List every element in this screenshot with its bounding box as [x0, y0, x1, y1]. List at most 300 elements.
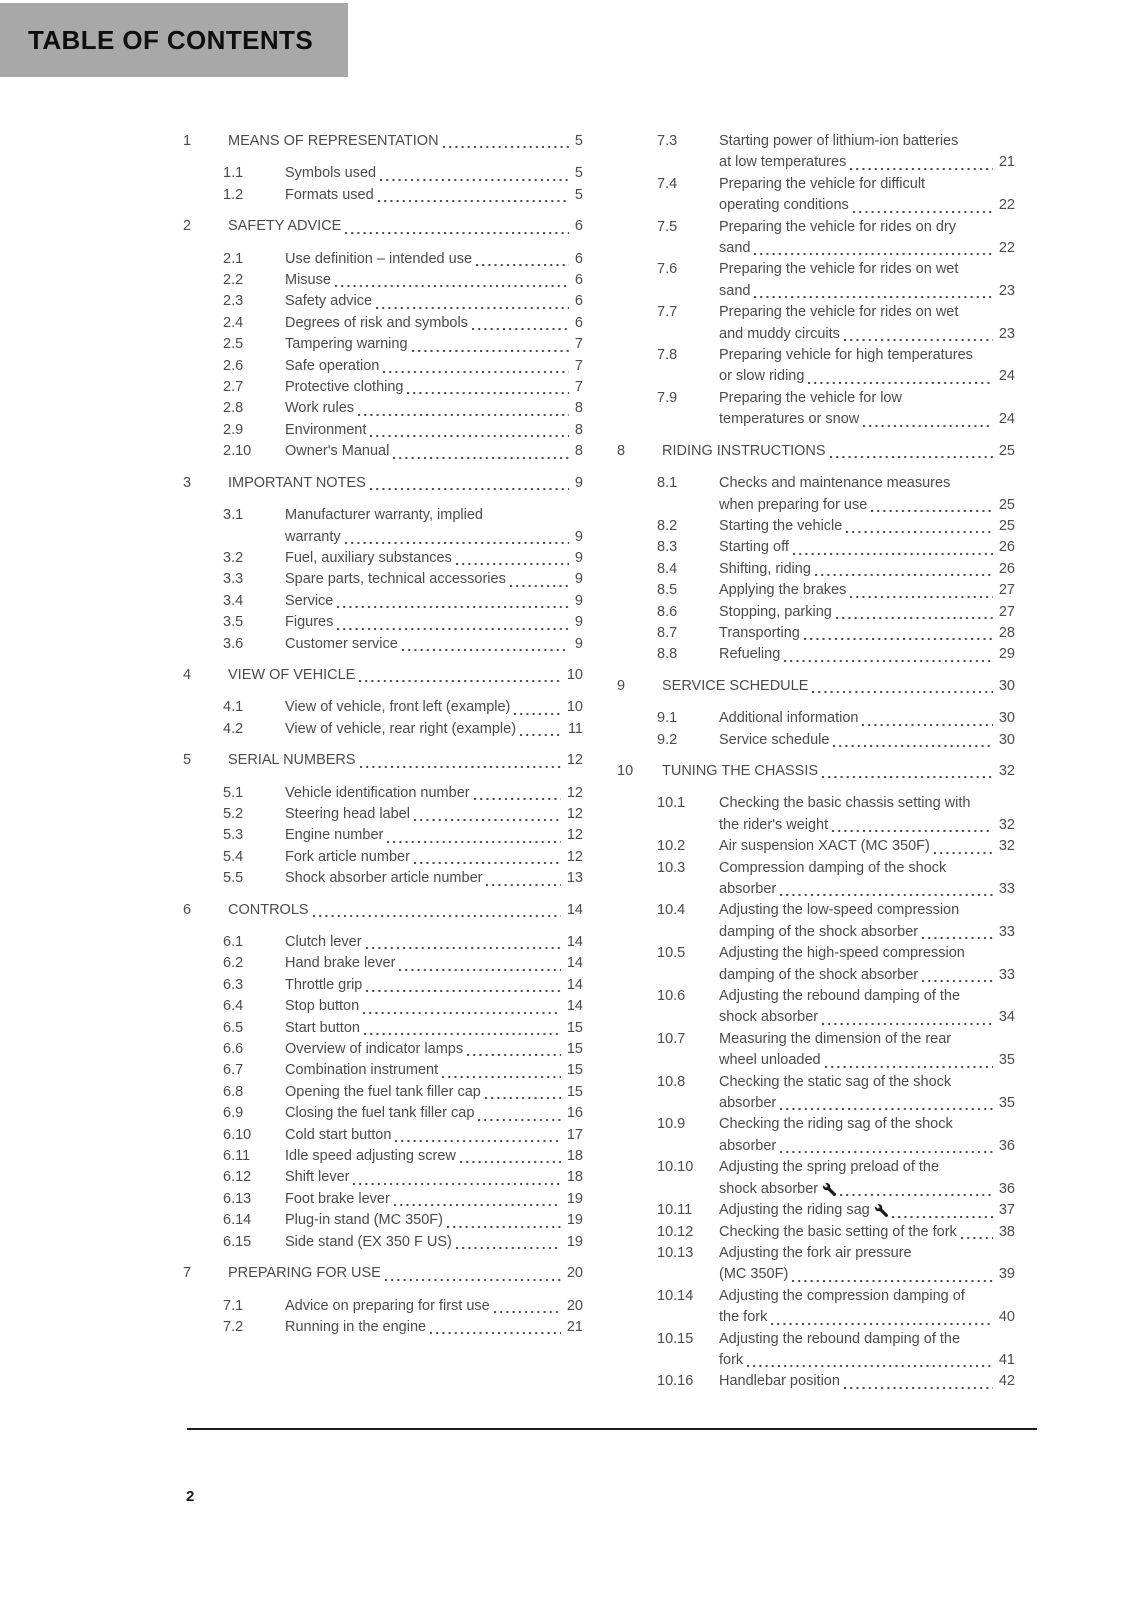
toc-section-8.8 [617, 644, 1015, 665]
toc-section-6.13 [183, 1189, 583, 1210]
entry-title: Steering head label [285, 805, 410, 822]
entry-page-number: 35 [998, 1095, 1015, 1112]
dot-leader [408, 334, 573, 355]
dot-leader [482, 868, 564, 889]
entry-number: 9.2 [657, 731, 678, 748]
entry-page-number: 9 [574, 549, 583, 566]
entry-page-number: 6 [574, 272, 583, 289]
entry-number: 5.1 [223, 784, 244, 801]
entry-page-number: 30 [998, 710, 1015, 727]
entry-title: Transporting [719, 624, 800, 641]
entry-title: Formats used [285, 186, 374, 203]
dot-leader [468, 313, 573, 334]
entry-page-number: 23 [998, 325, 1015, 342]
entry-page-number: 9 [574, 571, 583, 588]
toc-section-6.2 [183, 953, 583, 974]
dot-leader [750, 281, 996, 302]
toc-section-3.1 [183, 505, 583, 548]
dot-leader [818, 1007, 997, 1028]
entry-number: 4 [183, 666, 192, 683]
entry-page-number: 9 [574, 528, 583, 545]
entry-title: Figures [285, 614, 334, 631]
entry-page-number: 6 [574, 218, 583, 235]
entry-title-line2: and muddy circuits [719, 325, 840, 342]
entry-number: 2.1 [223, 250, 244, 267]
entry-number: 10.5 [657, 945, 686, 962]
entry-number: 6.6 [223, 1041, 244, 1058]
entry-title: Service schedule [719, 731, 830, 748]
toc-section-10.5 [617, 943, 1015, 986]
entry-title-line2: the rider's weight [719, 816, 829, 833]
entry-page-number: 27 [998, 582, 1015, 599]
entry-number: 5.2 [223, 805, 244, 822]
entry-page-number: 14 [566, 955, 583, 972]
dot-leader [372, 291, 573, 312]
dot-leader [366, 420, 573, 441]
toc-section-10.16 [617, 1371, 1015, 1392]
entry-title: View of vehicle, rear right (example) [285, 720, 517, 737]
toc-section-8.7 [617, 623, 1015, 644]
entry-page-number: 19 [566, 1233, 583, 1250]
entry-number: 6.14 [223, 1212, 252, 1229]
entry-page-number: 40 [998, 1309, 1015, 1326]
entry-title: PREPARING FOR USE [228, 1265, 381, 1282]
entry-number: 6.8 [223, 1083, 244, 1100]
entry-page-number: 6 [574, 293, 583, 310]
entry-page-number: 12 [566, 827, 583, 844]
entry-title: Starting off [719, 539, 789, 556]
entry-number: 2.9 [223, 421, 244, 438]
entry-title-line2: absorber [719, 1137, 777, 1154]
entry-number: 8.4 [657, 560, 678, 577]
entry-title-line1: Adjusting the fork air pressure [719, 1244, 912, 1261]
toc-section-3.6 [183, 634, 583, 655]
toc-section-7.1 [183, 1296, 583, 1317]
entry-page-number: 20 [566, 1297, 583, 1314]
entry-title-line2: fork [719, 1351, 744, 1368]
entry-page-number: 25 [998, 442, 1015, 459]
dot-leader [840, 1371, 997, 1392]
toc-section-2.5 [183, 334, 583, 355]
entry-page-number: 27 [998, 603, 1015, 620]
entry-title-line2: the fork [719, 1309, 768, 1326]
entry-page-number: 26 [998, 539, 1015, 556]
dot-leader [829, 730, 996, 751]
toc-section-6.8 [183, 1082, 583, 1103]
toc-chapter-4 [183, 665, 583, 686]
entry-title-line1: Adjusting the high-speed compression [719, 945, 965, 962]
toc-section-10.1 [617, 793, 1015, 836]
dot-leader [506, 569, 573, 590]
entry-page-number: 24 [998, 368, 1015, 385]
entry-number: 10.11 [657, 1202, 693, 1219]
entry-page-number: 24 [998, 411, 1015, 428]
entry-title: Protective clothing [285, 379, 404, 396]
dot-leader [362, 975, 564, 996]
entry-number: 10 [617, 762, 634, 779]
entry-title: Throttle grip [285, 976, 363, 993]
toc-section-8.6 [617, 602, 1015, 623]
toc-section-10.14 [617, 1286, 1015, 1329]
dot-leader [800, 623, 997, 644]
dot-leader [395, 953, 564, 974]
toc-section-10.12 [617, 1222, 1015, 1243]
entry-title-line1: Adjusting the low-speed compression [719, 902, 960, 919]
entry-title: Shock absorber article number [285, 870, 483, 887]
entry-page-number: 9 [574, 592, 583, 609]
entry-page-number: 17 [566, 1126, 583, 1143]
entry-page-number: 7 [574, 379, 583, 396]
toc-section-6.3 [183, 975, 583, 996]
toc-chapter-10 [617, 761, 1015, 782]
entry-page-number: 30 [998, 677, 1015, 694]
dot-leader [349, 1167, 564, 1188]
toc-section-7.7 [617, 302, 1015, 345]
entry-page-number: 23 [998, 282, 1015, 299]
toc-section-8.5 [617, 580, 1015, 601]
toc-chapter-7 [183, 1263, 583, 1284]
toc-section-3.2 [183, 548, 583, 569]
entry-page-number: 10 [566, 699, 583, 716]
entry-number: 7.3 [657, 133, 678, 149]
toc-chapter-3 [183, 473, 583, 494]
entry-page-number: 14 [566, 934, 583, 950]
entry-title-line1: Starting power of lithium-ion batteries [719, 133, 959, 149]
dot-leader [359, 996, 565, 1017]
dot-leader [470, 783, 565, 804]
entry-title: Safe operation [285, 357, 380, 374]
entry-page-number: 19 [566, 1212, 583, 1229]
dot-leader [341, 527, 573, 548]
entry-title: Applying the brakes [719, 582, 847, 599]
entry-number: 10.6 [657, 988, 686, 1005]
entry-page-number: 10 [566, 666, 583, 683]
dot-leader [443, 1210, 565, 1231]
dot-leader [360, 1018, 565, 1039]
dot-leader [516, 719, 566, 740]
entry-page-number: 16 [566, 1105, 583, 1122]
toc-section-7.3 [617, 131, 1015, 174]
toc-section-2.6 [183, 356, 583, 377]
entry-number: 9.1 [657, 710, 678, 727]
dot-leader [804, 366, 996, 387]
page-number: 2 [186, 1488, 195, 1505]
entry-page-number: 15 [566, 1083, 583, 1100]
entry-title: Refueling [719, 646, 781, 663]
entry-title-line1: Compression damping of the shock [719, 859, 947, 876]
entry-title-line1: Checks and maintenance measures [719, 475, 951, 492]
toc-section-5.3 [183, 825, 583, 846]
dot-leader [309, 900, 565, 921]
entry-number: 2.10 [223, 443, 252, 460]
toc-column-right [617, 131, 1015, 1393]
dot-leader [767, 1307, 997, 1328]
entry-number: 8.1 [657, 475, 678, 492]
entry-page-number: 34 [998, 1009, 1015, 1026]
entry-page-number: 18 [566, 1148, 583, 1165]
dot-leader [818, 761, 997, 782]
entry-page-number: 20 [566, 1265, 583, 1282]
toc-section-2.4 [183, 313, 583, 334]
entry-title: Starting the vehicle [719, 517, 843, 534]
entry-title: Work rules [285, 400, 355, 417]
dot-leader [858, 708, 996, 729]
entry-number: 8.3 [657, 539, 678, 556]
entry-page-number: 12 [566, 805, 583, 822]
toc-section-3.4 [183, 591, 583, 612]
entry-page-number: 5 [574, 186, 583, 203]
entry-title: Combination instrument [285, 1062, 439, 1079]
entry-page-number: 32 [998, 838, 1015, 855]
toc-section-8.3 [617, 537, 1015, 558]
dot-leader [849, 195, 997, 216]
entry-title: Safety advice [285, 293, 373, 310]
toc-section-6.1 [183, 932, 583, 953]
footer-divider [187, 1428, 1037, 1430]
dot-leader [789, 537, 997, 558]
toc-section-4.2 [183, 719, 583, 740]
entry-page-number: 33 [998, 923, 1015, 940]
entry-number: 2.4 [223, 314, 244, 331]
dot-leader [918, 965, 997, 986]
entry-title: Side stand (EX 350 F US) [285, 1233, 452, 1250]
entry-page-number: 33 [998, 966, 1015, 983]
entry-page-number: 13 [566, 870, 583, 887]
entry-number: 2 [183, 218, 192, 235]
entry-page-number: 5 [574, 165, 583, 182]
dot-leader [355, 665, 565, 686]
entry-number: 10.9 [657, 1116, 686, 1133]
entry-title: Fork article number [285, 848, 410, 865]
entry-number: 7.9 [657, 389, 678, 406]
dot-leader [439, 131, 573, 152]
toc-section-3.5 [183, 612, 583, 633]
toc-section-6.5 [183, 1018, 583, 1039]
dot-leader [846, 152, 997, 173]
dot-leader [832, 602, 997, 623]
entry-page-number: 22 [998, 197, 1015, 214]
toc-section-7.2 [183, 1317, 583, 1338]
toc-section-8.2 [617, 516, 1015, 537]
entry-page-number: 9 [574, 635, 583, 652]
dot-leader [888, 1200, 997, 1221]
entry-title: Foot brake lever [285, 1190, 390, 1207]
entry-number: 6.11 [223, 1148, 251, 1165]
entry-title-line2: warranty [285, 528, 341, 545]
dot-leader [930, 836, 997, 857]
entry-number: 6.9 [223, 1105, 244, 1122]
entry-number: 6.10 [223, 1126, 252, 1143]
entry-title-line1: Adjusting the compression damping of [719, 1287, 965, 1304]
entry-title: Environment [285, 421, 367, 438]
entry-number: 5 [183, 752, 192, 769]
toc-section-8.4 [617, 559, 1015, 580]
toc-section-5.2 [183, 804, 583, 825]
entry-page-number: 18 [566, 1169, 583, 1186]
entry-number: 5.3 [223, 827, 244, 844]
dot-leader [410, 804, 565, 825]
entry-number: 3.1 [223, 507, 244, 524]
dot-leader [381, 1263, 565, 1284]
entry-title: VIEW OF VEHICLE [228, 666, 356, 683]
toc-section-2.7 [183, 377, 583, 398]
toc-section-6.6 [183, 1039, 583, 1060]
entry-title: RIDING INSTRUCTIONS [662, 442, 826, 459]
entry-number: 2.5 [223, 336, 244, 353]
entry-page-number: 12 [566, 752, 583, 769]
toc-chapter-9 [617, 676, 1015, 697]
entry-page-number: 21 [566, 1318, 583, 1335]
entry-number: 7.5 [657, 218, 678, 235]
entry-title-line2: sand [719, 282, 751, 299]
wrench-icon [875, 1200, 888, 1221]
entry-title: Advice on preparing for first use [285, 1297, 490, 1314]
entry-page-number: 14 [566, 901, 583, 918]
toc-section-10.10 [617, 1157, 1015, 1200]
entry-number: 8.2 [657, 517, 678, 534]
entry-title-line2: damping of the shock absorber [719, 923, 919, 940]
toc-section-1.1 [183, 163, 583, 184]
entry-title: Checking the basic setting of the fork [719, 1223, 957, 1240]
entry-number: 10.3 [657, 859, 686, 876]
toc-section-6.14 [183, 1210, 583, 1231]
dot-leader [383, 825, 565, 846]
dot-leader [481, 1082, 565, 1103]
entry-title: SAFETY ADVICE [228, 218, 342, 235]
entry-title: Misuse [285, 272, 331, 289]
dot-leader [510, 697, 564, 718]
dot-leader [776, 1136, 997, 1157]
entry-title: Spare parts, technical accessories [285, 571, 506, 588]
entry-number: 6.3 [223, 976, 244, 993]
toc-section-10.4 [617, 900, 1015, 943]
toc-chapter-2 [183, 216, 583, 237]
entry-number: 6.12 [223, 1169, 252, 1186]
dot-leader [379, 356, 573, 377]
entry-title: Overview of indicator lamps [285, 1041, 464, 1058]
entry-number: 7.4 [657, 175, 678, 192]
dot-leader [842, 516, 997, 537]
toc-section-7.9 [617, 388, 1015, 431]
dot-leader [389, 441, 573, 462]
entry-title: IMPORTANT NOTES [228, 474, 366, 491]
entry-number: 1.1 [223, 165, 244, 182]
entry-number: 10.13 [657, 1244, 694, 1261]
entry-page-number: 7 [574, 357, 583, 374]
entry-title-line1: Checking the riding sag of the shock [719, 1116, 953, 1133]
toc-section-9.2 [617, 730, 1015, 751]
toc-section-6.15 [183, 1232, 583, 1253]
dot-leader [846, 580, 997, 601]
toc-section-7.5 [617, 217, 1015, 260]
toc-section-5.4 [183, 847, 583, 868]
entry-title: Owner's Manual [285, 443, 390, 460]
toc-section-10.2 [617, 836, 1015, 857]
entry-number: 6.7 [223, 1062, 244, 1079]
entry-page-number: 12 [566, 784, 583, 801]
entry-number: 7.8 [657, 347, 678, 364]
entry-number: 10.12 [657, 1223, 694, 1240]
entry-number: 3 [183, 474, 192, 491]
dot-leader [826, 441, 997, 462]
entry-number: 2.2 [223, 272, 244, 289]
dot-leader [410, 847, 565, 868]
entry-title-line2: when preparing for use [719, 496, 868, 513]
entry-title-line1: Preparing vehicle for high temperatures [719, 347, 973, 364]
dot-leader [452, 1232, 565, 1253]
entry-number: 6.2 [223, 955, 244, 972]
entry-title: Additional information [719, 710, 859, 727]
entry-title: Tampering warning [285, 336, 408, 353]
entry-title: TUNING THE CHASSIS [662, 762, 819, 779]
entry-number: 6.1 [223, 934, 244, 950]
entry-number: 2.8 [223, 400, 244, 417]
entry-title: Opening the fuel tank filler cap [285, 1083, 481, 1100]
entry-page-number: 36 [998, 1180, 1015, 1197]
entry-number: 10.10 [657, 1159, 694, 1176]
entry-number: 1.2 [223, 186, 244, 203]
entry-title-line2: (MC 350F) [719, 1266, 789, 1283]
entry-page-number: 9 [574, 614, 583, 631]
entry-page-number: 8 [574, 421, 583, 438]
entry-number: 3.6 [223, 635, 244, 652]
toc-section-2.2 [183, 270, 583, 291]
entry-title-line1: Checking the static sag of the shock [719, 1073, 952, 1090]
toc-section-4.1 [183, 697, 583, 718]
entry-number: 10.15 [657, 1330, 694, 1347]
toc-section-6.9 [183, 1103, 583, 1124]
entry-number: 10.2 [657, 838, 686, 855]
entry-number: 9 [617, 677, 626, 694]
entry-page-number: 15 [566, 1019, 583, 1036]
entry-title: Idle speed adjusting screw [285, 1148, 456, 1165]
entry-title-line1: Adjusting the spring preload of the [719, 1159, 940, 1176]
entry-title: Plug-in stand (MC 350F) [285, 1212, 443, 1229]
entry-page-number: 8 [574, 400, 583, 417]
entry-number: 8.6 [657, 603, 678, 620]
entry-page-number: 28 [998, 624, 1015, 641]
entry-page-number: 12 [566, 848, 583, 865]
entry-number: 7.6 [657, 261, 678, 278]
dot-leader [808, 676, 996, 697]
entry-page-number: 22 [998, 240, 1015, 257]
entry-title-line1: Manufacturer warranty, implied [285, 507, 483, 524]
entry-title: Cold start button [285, 1126, 392, 1143]
wrench-icon [823, 1179, 836, 1200]
entry-number: 3.5 [223, 614, 244, 631]
dot-leader [828, 815, 997, 836]
toc-section-10.11 [617, 1200, 1015, 1221]
entry-number: 10.14 [657, 1287, 694, 1304]
entry-page-number: 33 [998, 881, 1015, 897]
entry-number: 4.1 [223, 699, 244, 716]
dot-leader [333, 612, 573, 633]
toc-section-2.10 [183, 441, 583, 462]
entry-page-number: 32 [998, 816, 1015, 833]
entry-title-line2: or slow riding [719, 368, 805, 385]
dot-leader [366, 473, 573, 494]
dot-leader [840, 324, 997, 345]
entry-title: Stop button [285, 998, 360, 1015]
entry-page-number: 39 [998, 1266, 1015, 1283]
entry-page-number: 42 [998, 1373, 1015, 1390]
dot-leader [867, 495, 997, 516]
dot-leader [456, 1146, 565, 1167]
entry-number: 7.2 [223, 1318, 244, 1335]
dot-leader [743, 1350, 997, 1371]
entry-title: SERIAL NUMBERS [228, 752, 356, 769]
dot-leader [376, 163, 573, 184]
